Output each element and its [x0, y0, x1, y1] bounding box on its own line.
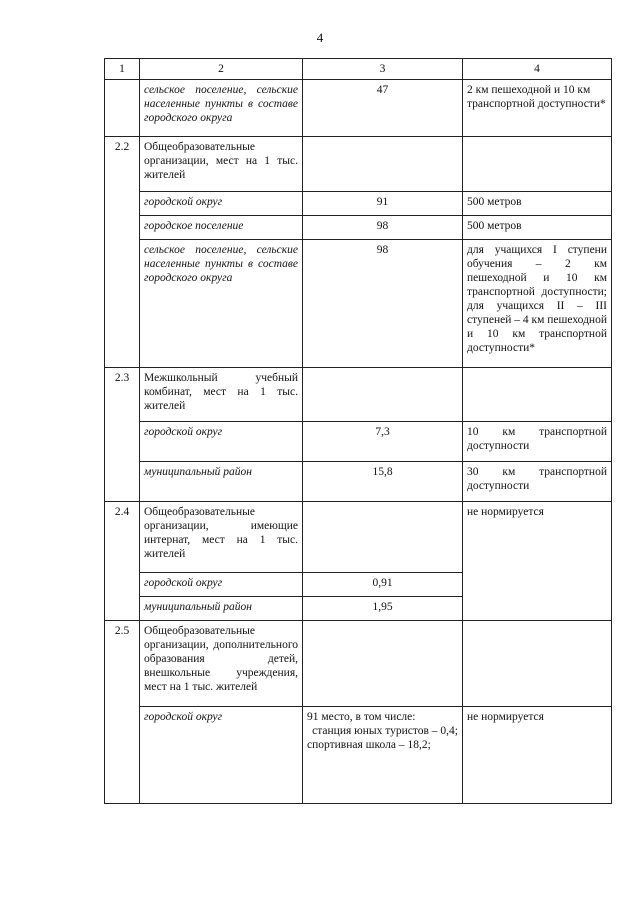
row-value: 15,8 [303, 462, 463, 502]
row-value [303, 137, 463, 192]
row-value: 1,95 [303, 597, 463, 621]
table-row [105, 707, 612, 804]
header-col-3: 3 [303, 59, 463, 80]
row-note [463, 621, 612, 707]
row-value: 7,3 [303, 422, 463, 462]
header-col-1: 1 [105, 59, 140, 80]
row-note [463, 137, 612, 192]
row-note: не нормируется [463, 502, 612, 621]
row-name: городской округ [140, 573, 303, 597]
row-name: сельское поселение, сельские населенные пункты в составе городского округа [140, 80, 303, 137]
section-number: 2.5 [105, 621, 140, 804]
page-number: 4 [316, 30, 324, 45]
table-header-row [105, 59, 612, 80]
table-row [105, 80, 612, 137]
row-value [303, 502, 463, 573]
row-note: для учащихся I ступени обучения – 2 км пешеходной и 10 км транспортной доступности; для учащихся II – III ступеней – 4 км пешеходной и 10 км транспортной доступности* [463, 240, 612, 368]
section-row [105, 502, 612, 573]
row-name: городской округ [140, 707, 303, 804]
row-name: городской округ [140, 192, 303, 216]
row-note: 500 метров [463, 192, 612, 216]
table-row [105, 422, 612, 462]
section-title: Межшкольный учебный комбинат, мест на 1 тыс. жителей [140, 368, 303, 422]
row-name: муниципальный район [140, 597, 303, 621]
header-col-4: 4 [463, 59, 612, 80]
row-value [303, 707, 463, 804]
section-row [105, 137, 612, 192]
row-number [105, 80, 140, 137]
norms-table [104, 58, 612, 804]
section-title: Общеобразовательные организации, дополнительного образования детей, внешкольные учреждения, мест на 1 тыс. жителей [140, 621, 303, 707]
row-value: 98 [303, 240, 463, 368]
section-number: 2.2 [105, 137, 140, 368]
section-title: Общеобразовательные организации, мест на 1 тыс. жителей [140, 137, 303, 192]
row-note: 30 км транспортной доступности [463, 462, 612, 502]
row-name: городское поселение [140, 216, 303, 240]
row-name: сельское поселение, сельские населенные пункты в составе городского округа [140, 240, 303, 368]
section-number: 2.4 [105, 502, 140, 621]
row-name: муниципальный район [140, 462, 303, 502]
row-note: 500 метров [463, 216, 612, 240]
row-note: не нормируется [463, 707, 612, 804]
row-value: 91 [303, 192, 463, 216]
row-value: 0,91 [303, 573, 463, 597]
section-row [105, 368, 612, 422]
value-line: 91 место, в том числе: [307, 711, 416, 723]
table-row [105, 216, 612, 240]
row-note: 10 км транспортной доступности [463, 422, 612, 462]
table-row [105, 240, 612, 368]
value-line: спортивная школа – 18,2; [307, 739, 431, 751]
table-row [105, 462, 612, 502]
row-note [463, 368, 612, 422]
row-value: 47 [303, 80, 463, 137]
section-number: 2.3 [105, 368, 140, 502]
table-row [105, 192, 612, 216]
row-name: городской округ [140, 422, 303, 462]
row-value: 98 [303, 216, 463, 240]
value-line: станция юных туристов – 0,4; [312, 725, 458, 737]
row-note: 2 км пешеходной и 10 км транспортной доступности* [463, 80, 612, 137]
section-title: Общеобразовательные организации, имеющие интернат, мест на 1 тыс. жителей [140, 502, 303, 573]
row-value [303, 368, 463, 422]
section-row [105, 621, 612, 707]
header-col-2: 2 [140, 59, 303, 80]
row-value [303, 621, 463, 707]
